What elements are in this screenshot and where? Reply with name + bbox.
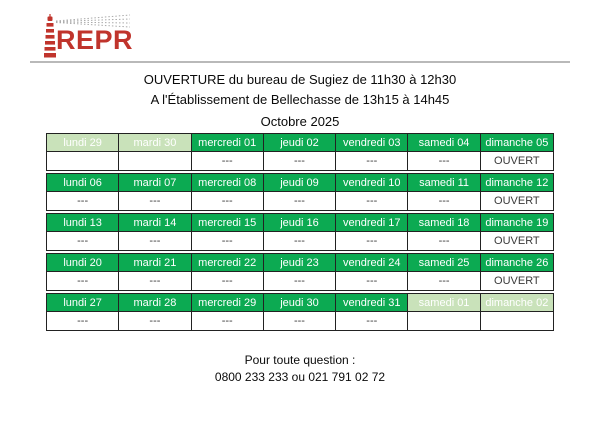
day-header-cell: mardi 30 bbox=[119, 134, 191, 152]
day-header-cell: vendredi 31 bbox=[336, 294, 408, 312]
day-header-cell: samedi 04 bbox=[408, 134, 480, 152]
day-value-cell: --- bbox=[336, 312, 408, 330]
day-value-cell: --- bbox=[336, 232, 408, 250]
day-value-cell: --- bbox=[47, 232, 119, 250]
day-value-cell: --- bbox=[264, 272, 336, 290]
day-value-cell: OUVERT bbox=[494, 275, 540, 287]
day-header-cell: lundi 29 bbox=[47, 134, 119, 152]
header-divider bbox=[30, 61, 570, 63]
day-header-cell: mercredi 29 bbox=[192, 294, 264, 312]
day-header-row bbox=[47, 134, 553, 152]
title-block bbox=[0, 70, 600, 132]
day-header-cell: jeudi 16 bbox=[264, 214, 336, 232]
day-header-cell: vendredi 17 bbox=[336, 214, 408, 232]
day-value-cell: --- bbox=[408, 152, 480, 170]
day-header-cell: samedi 18 bbox=[408, 214, 480, 232]
day-value-cell: --- bbox=[119, 192, 191, 210]
day-value-row bbox=[47, 192, 553, 210]
day-header-cell: mercredi 22 bbox=[192, 254, 264, 272]
day-header-cell: lundi 20 bbox=[47, 254, 119, 272]
day-value-cell: --- bbox=[408, 192, 480, 210]
day-header-row bbox=[47, 294, 553, 312]
day-value-cell: --- bbox=[119, 312, 191, 330]
day-value-cell: --- bbox=[192, 232, 264, 250]
day-header-cell: dimanche 19 bbox=[481, 214, 553, 232]
day-value-cell: --- bbox=[264, 152, 336, 170]
day-value-cell: --- bbox=[264, 232, 336, 250]
day-header-cell: mardi 28 bbox=[119, 294, 191, 312]
day-value-cell: --- bbox=[47, 192, 119, 210]
footer bbox=[0, 352, 600, 386]
footer-question: Pour toute question : bbox=[244, 353, 356, 367]
day-value-cell: --- bbox=[264, 192, 336, 210]
day-header-cell: dimanche 02 bbox=[481, 294, 553, 312]
day-header-cell: dimanche 12 bbox=[481, 174, 553, 192]
day-header-cell: vendredi 24 bbox=[336, 254, 408, 272]
day-value-cell: --- bbox=[336, 192, 408, 210]
day-value-cell: --- bbox=[408, 272, 480, 290]
day-value-cell: --- bbox=[47, 312, 119, 330]
day-header-cell: samedi 01 bbox=[408, 294, 480, 312]
day-header-cell: lundi 13 bbox=[47, 214, 119, 232]
day-header-cell: dimanche 05 bbox=[481, 134, 553, 152]
week-block bbox=[46, 173, 554, 211]
day-header-cell: lundi 27 bbox=[47, 294, 119, 312]
day-value-cell: OUVERT bbox=[494, 155, 540, 167]
day-value-row bbox=[47, 152, 553, 170]
day-value-cell: --- bbox=[119, 272, 191, 290]
day-header-cell: samedi 11 bbox=[408, 174, 480, 192]
day-header-cell: dimanche 26 bbox=[481, 254, 553, 272]
day-value-cell: --- bbox=[192, 272, 264, 290]
day-header-cell: vendredi 03 bbox=[336, 134, 408, 152]
day-value-cell: --- bbox=[408, 232, 480, 250]
day-header-cell: jeudi 09 bbox=[264, 174, 336, 192]
month-title: Octobre 2025 bbox=[260, 114, 340, 129]
day-header-cell: mercredi 08 bbox=[192, 174, 264, 192]
day-value-cell: --- bbox=[336, 272, 408, 290]
day-value-row bbox=[47, 312, 553, 330]
day-header-cell: mardi 14 bbox=[119, 214, 191, 232]
day-value-cell bbox=[408, 312, 480, 330]
logo bbox=[40, 13, 240, 60]
day-header-cell: jeudi 23 bbox=[264, 254, 336, 272]
day-value-cell: --- bbox=[192, 152, 264, 170]
day-header-row bbox=[47, 174, 553, 192]
day-value-cell bbox=[481, 312, 553, 330]
day-header-cell: lundi 06 bbox=[47, 174, 119, 192]
day-value-cell: --- bbox=[192, 192, 264, 210]
title-line-2: A l'Établissement de Bellechasse de 13h15 à 14h45 bbox=[150, 92, 450, 107]
day-header-cell: mardi 21 bbox=[119, 254, 191, 272]
day-header-row bbox=[47, 214, 553, 232]
day-value-cell bbox=[47, 152, 119, 170]
day-value-cell: --- bbox=[119, 232, 191, 250]
footer-phones: 0800 233 233 ou 021 791 02 72 bbox=[214, 370, 386, 384]
logo-text: REPR bbox=[56, 25, 134, 55]
day-value-cell bbox=[119, 152, 191, 170]
week-block bbox=[46, 213, 554, 251]
title-line-1: OUVERTURE du bureau de Sugiez de 11h30 à 12h30 bbox=[143, 72, 457, 87]
week-block bbox=[46, 253, 554, 291]
day-value-row bbox=[47, 232, 553, 250]
calendar bbox=[46, 133, 554, 333]
day-value-cell: --- bbox=[336, 152, 408, 170]
day-header-cell: mercredi 01 bbox=[192, 134, 264, 152]
day-header-cell: samedi 25 bbox=[408, 254, 480, 272]
day-header-cell: vendredi 10 bbox=[336, 174, 408, 192]
day-header-cell: mardi 07 bbox=[119, 174, 191, 192]
week-block bbox=[46, 293, 554, 331]
week-block bbox=[46, 133, 554, 171]
day-value-cell: OUVERT bbox=[494, 235, 540, 247]
day-value-cell: --- bbox=[47, 272, 119, 290]
day-value-cell: --- bbox=[192, 312, 264, 330]
day-header-cell: jeudi 02 bbox=[264, 134, 336, 152]
day-value-cell: --- bbox=[264, 312, 336, 330]
day-header-row bbox=[47, 254, 553, 272]
day-header-cell: jeudi 30 bbox=[264, 294, 336, 312]
day-header-cell: mercredi 15 bbox=[192, 214, 264, 232]
day-value-row bbox=[47, 272, 553, 290]
day-value-cell: OUVERT bbox=[494, 195, 540, 207]
